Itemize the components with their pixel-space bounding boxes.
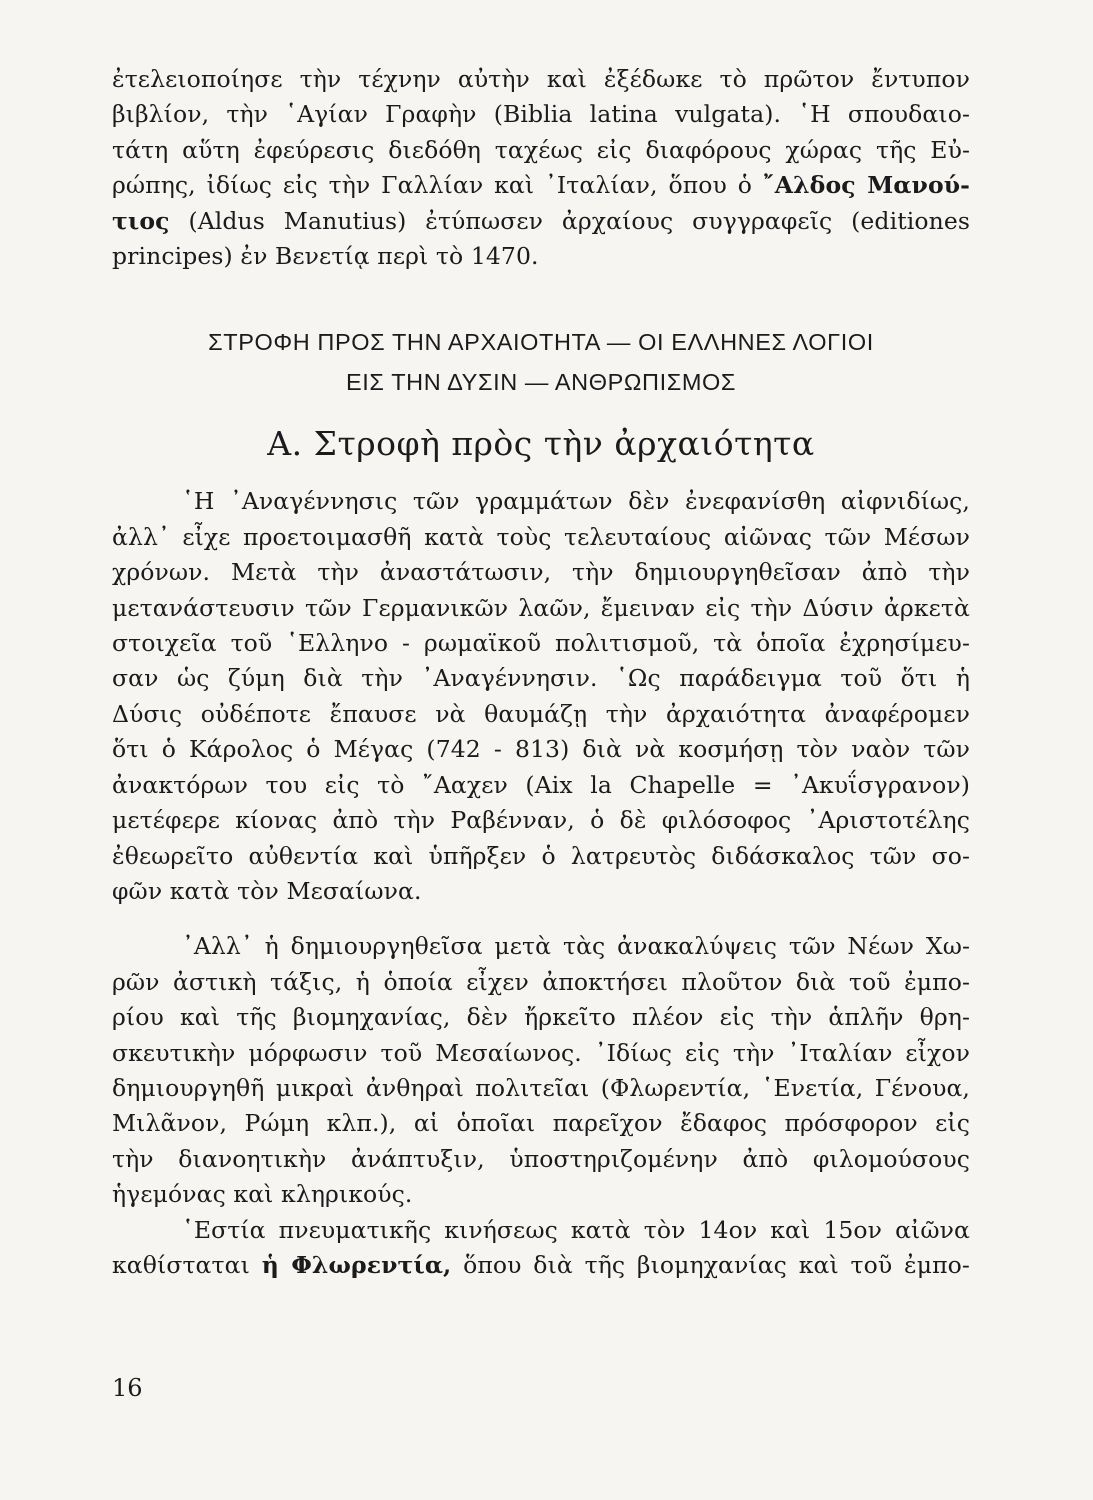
chapter-heading-line: ΣΤΡΟΦΗ ΠΡΟΣ ΤΗΝ ΑΡΧΑΙΟΤΗΤΑ — ΟΙ ΕΛΛΗΝΕΣ ΛΟΓΙΟΙ	[208, 329, 874, 356]
text-line: σαν ὡς ζύμη διὰ τὴν ᾿Αναγέννησιν. ῾Ως παράδειγμα τοῦ ὅτι ἡ	[112, 664, 970, 693]
chapter-heading-line: ΕΙΣ ΤΗΝ ΔΥΣΙΝ — ΑΝΘΡΩΠΙΣΜΟΣ	[345, 369, 737, 396]
text-line: σκευτικὴν μόρφωσιν τοῦ Μεσαίωνος. ᾿Ιδίως εἰς τὴν ᾿Ιταλίαν εἶχον	[112, 1038, 970, 1067]
section-title: Α. Στροφὴ πρὸς τὴν ἀρχαιότητα	[267, 424, 815, 464]
text-line	[112, 1248, 970, 1283]
text-span: καθίσταται	[112, 1250, 262, 1279]
text-line: Δύσις οὐδέποτε ἔπαυσε νὰ θαυμάζῃ τὴν ἀρχαιότητα ἀναφέρομεν	[112, 699, 970, 728]
text-line: ἐθεωρεῖτο αὐθεντία καὶ ὑπῆρξεν ὁ λατρευτὸς διδάσκαλος τῶν σο-	[112, 841, 970, 870]
bold-name: ἡ Φλωρεντία,	[261, 1250, 452, 1279]
text-line: principes) ἐν Βενετίᾳ περὶ τὸ 1470.	[112, 242, 539, 271]
chapter-heading	[112, 322, 970, 402]
text-line: τὴν διανοητικὴν ἀνάπτυξιν, ὑποστηριζομένην ἀπὸ φιλομούσους	[112, 1144, 970, 1173]
page-number: 16	[112, 1374, 143, 1402]
intro-paragraph	[112, 62, 970, 274]
text-line: ἀνακτόρων του εἰς τὸ ῎Ααχεν (Aix la Chapelle = ᾿Ακυΐσγρανον)	[112, 770, 970, 799]
text-line: ρῶν ἀστικὴ τάξις, ἡ ὁποία εἶχεν ἀποκτήσει πλοῦτον διὰ τοῦ ἐμπο-	[112, 967, 970, 996]
paragraph-2	[112, 929, 970, 1212]
page-text-block	[112, 62, 970, 1283]
text-line: ὅτι ὁ Κάρολος ὁ Μέγας (742 - 813) διὰ νὰ κοσμήσῃ τὸν ναὸν τῶν	[112, 735, 970, 764]
text-span: ὅπου διὰ τῆς βιομηχανίας καὶ τοῦ ἐμπο-	[451, 1250, 970, 1279]
text-span: ρώπης, ἰδίως εἰς τὴν Γαλλίαν καὶ ᾿Ιταλίαν, ὅπου ὁ	[112, 171, 763, 200]
text-line: ἀλλ᾿ εἶχε προετοιμασθῆ κατὰ τοὺς τελευταίους αἰῶνας τῶν Μέσων	[112, 522, 970, 551]
text-line: μετέφερε κίονας ἀπὸ τὴν Ραβένναν, ὁ δὲ φιλόσοφος ᾿Αριστοτέλης	[112, 806, 970, 835]
text-line: ᾿Αλλ᾿ ἡ δημιουργηθεῖσα μετὰ τὰς ἀνακαλύψεις τῶν Νέων Χω-	[182, 932, 970, 961]
text-span: (Aldus Manutius) ἐτύπωσεν ἀρχαίους συγγραφεῖς (editiones	[169, 206, 970, 235]
text-line: ρίου καὶ τῆς βιομηχανίας, δὲν ἤρκεῖτο πλέον εἰς τὴν ἁπλῆν θρη-	[112, 1003, 970, 1032]
text-line: μετανάστευσιν τῶν Γερμανικῶν λαῶν, ἔμειναν εἰς τὴν Δύσιν ἀρκετὰ	[112, 593, 970, 622]
text-line: στοιχεῖα τοῦ ῾Ελληνο - ρωμαϊκοῦ πολιτισμοῦ, τὰ ὁποῖα ἐχρησίμευ-	[112, 629, 970, 658]
text-line: τάτη αὕτη ἐφεύρεσις διεδόθη ταχέως εἰς διαφόρους χώρας τῆς Εὐ-	[112, 135, 970, 164]
text-line	[112, 168, 970, 203]
text-line: δημιουργηθῆ μικραὶ ἀνθηραὶ πολιτεῖαι (Φλωρεντία, ῾Ενετία, Γένουα,	[112, 1073, 970, 1102]
bold-name: ῎Αλδος Μανού-	[762, 171, 970, 200]
text-line: ἡγεμόνας καὶ κληρικούς.	[112, 1180, 413, 1209]
text-line: ῾Η ᾿Αναγέννησις τῶν γραμμάτων δὲν ἐνεφανίσθη αἰφνιδίως,	[182, 487, 970, 516]
text-line: βιβλίον, τὴν ῾Αγίαν Γραφὴν (Biblia latina vulgata). ῾Η σπουδαιο-	[112, 100, 970, 129]
paragraph-3	[112, 1213, 970, 1284]
text-line: ἐτελειοποίησε τὴν τέχνην αὐτὴν καὶ ἐξέδωκε τὸ πρῶτον ἔντυπον	[112, 65, 970, 93]
text-line: φῶν κατὰ τὸν Μεσαίωνα.	[112, 876, 422, 905]
text-line: ῾Εστία πνευματικῆς κινήσεως κατὰ τὸν 14ον καὶ 15ον αἰῶνα	[182, 1215, 970, 1244]
text-line: χρόνων. Μετὰ τὴν ἀναστάτωσιν, τὴν δημιουργηθεῖσαν ἀπὸ τὴν	[112, 558, 970, 587]
bold-name: τιος	[112, 206, 170, 235]
text-line	[112, 204, 970, 239]
text-line: Μιλᾶνον, Ρώμη κλπ.), αἱ ὁποῖαι παρεῖχον ἔδαφος πρόσφορον εἰς	[112, 1109, 970, 1138]
paragraph-1	[112, 484, 970, 909]
